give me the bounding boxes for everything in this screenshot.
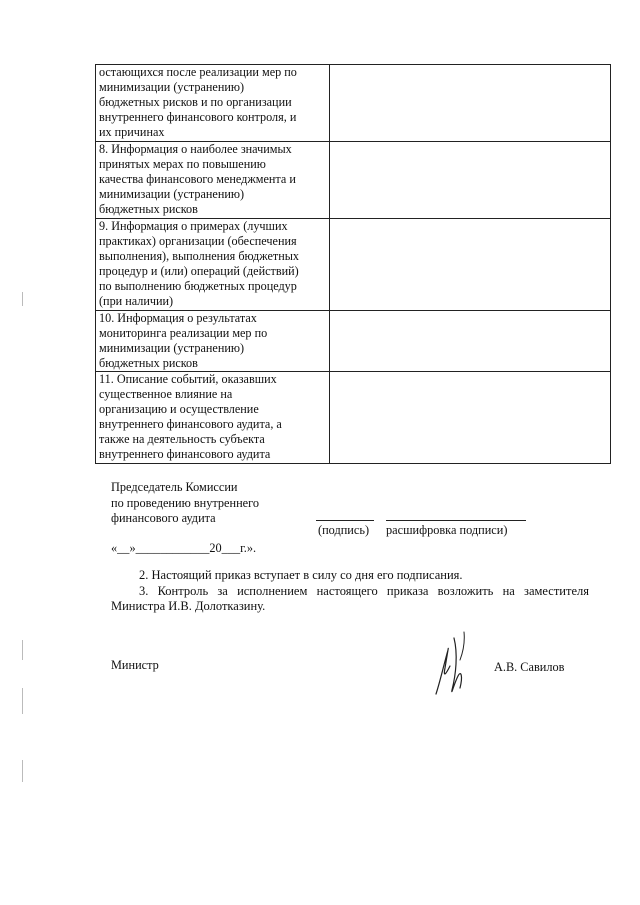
scan-artifact	[22, 688, 23, 714]
chair-title-line3: финансового аудита	[111, 511, 216, 525]
report-table	[95, 64, 611, 464]
scan-artifact	[22, 760, 23, 782]
table-cell-value	[330, 219, 611, 311]
table-row	[96, 372, 611, 464]
table-row	[96, 311, 611, 372]
table-cell-value	[330, 65, 611, 142]
table-cell-value	[330, 311, 611, 372]
signature-caption: (подпись)	[318, 523, 370, 537]
table-cell-value	[330, 142, 611, 219]
table-row	[96, 219, 611, 311]
table-cell-label: 11. Описание событий, оказавших существенное влияние на организацию и осуществление внутреннего финансового аудита, а также на деятельность субъекта внутреннего финансового аудита	[96, 372, 330, 464]
table-cell-label: 8. Информация о наиболее значимых принятых мерах по повышению качества финансового менеджмента и минимизации (устранению) бюджетных рисков	[96, 142, 330, 219]
minister-title: Министр	[111, 658, 159, 672]
table-cell-value	[330, 372, 611, 464]
decoding-underline	[386, 520, 526, 521]
chair-title-line2: по проведению внутреннего	[111, 496, 260, 510]
table-cell-label: 9. Информация о примерах (лучших практиках) организации (обеспечения выполнения), выполнения бюджетных процедур и (или) операций (действий) по выполнению бюджетных процедур (при наличии)	[96, 219, 330, 311]
clause-3: 3. Контроль за исполнением настоящего приказа возложить на заместителя Министра И.В. Долотказину.	[111, 584, 589, 613]
table-row	[96, 142, 611, 219]
clause-2: 2. Настоящий приказ вступает в силу со дня его подписания.	[139, 568, 463, 582]
table-cell-label: остающихся после реализации мер по минимизации (устранению) бюджетных рисков и по организации внутреннего финансового контроля, и их причинах	[96, 65, 330, 142]
chair-title-line1: Председатель Комиссии	[111, 480, 238, 494]
date-line: «__»____________20___г.».	[111, 541, 257, 555]
minister-name: А.В. Савилов	[494, 660, 565, 674]
scan-artifact	[22, 292, 23, 306]
handwritten-signature	[430, 630, 478, 702]
table-row	[96, 65, 611, 142]
table-cell-label: 10. Информация о результатах мониторинга реализации мер по минимизации (устранению) бюджетных рисков	[96, 311, 330, 372]
signature-underline	[316, 520, 374, 521]
scan-artifact	[22, 640, 23, 660]
decoding-caption: расшифровка подписи)	[386, 523, 508, 537]
